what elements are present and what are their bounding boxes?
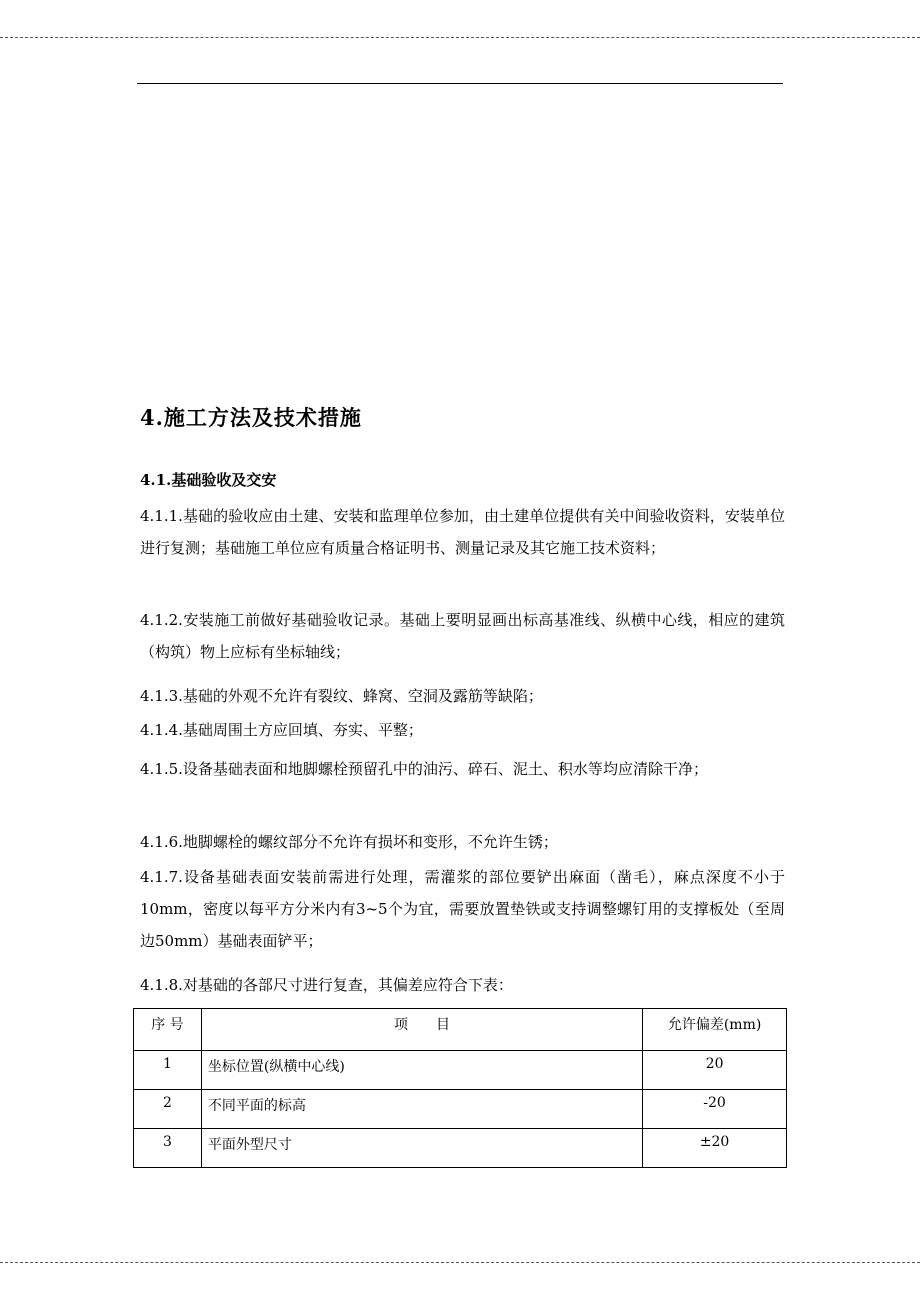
row-tolerance: 20 [643, 1051, 787, 1090]
paragraph-4-1-7: 4.1.7.设备基础表面安装前需进行处理，需灌浆的部位要铲出麻面（凿毛），麻点深度不小于10mm，密度以每平方分米内有3~5个为宜，需要放置垫铁或支持调整螺钉用的支撑板处（至周边50mm）基础表面铲平； [140, 868, 785, 950]
row-no: 3 [134, 1129, 202, 1168]
header-rule [137, 83, 783, 84]
header-no: 序 号 [134, 1009, 202, 1051]
page-bottom-edge [0, 1262, 920, 1263]
tolerance-table [133, 1008, 787, 1168]
table-row [134, 1051, 787, 1090]
header-tolerance: 允许偏差(mm) [643, 1009, 787, 1051]
header-item: 项 目 [201, 1009, 642, 1051]
paragraph-4-1-6: 4.1.6.地脚螺栓的螺纹部分不允许有损坏和变形，不允许生锈； [140, 833, 558, 851]
table-header-row [134, 1009, 787, 1051]
paragraph-4-1-3: 4.1.3.基础的外观不允许有裂纹、蜂窝、空洞及露筋等缺陷； [140, 687, 543, 705]
paragraph-4-1-2: 4.1.2.安装施工前做好基础验收记录。基础上要明显画出标高基准线、纵横中心线，相应的建筑（构筑）物上应标有坐标轴线； [140, 611, 785, 661]
row-item: 坐标位置(纵横中心线) [201, 1051, 642, 1090]
paragraph-4-1-8: 4.1.8.对基础的各部尺寸进行复查，其偏差应符合下表： [140, 976, 513, 994]
row-tolerance: ±20 [643, 1129, 787, 1168]
paragraph-4-1-4: 4.1.4.基础周围土方应回填、夯实、平整； [140, 721, 423, 739]
paragraph-4-1-1: 4.1.1.基础的验收应由土建、安装和监理单位参加，由土建单位提供有关中间验收资料，安装单位进行复测；基础施工单位应有质量合格证明书、测量记录及其它施工技术资料； [140, 507, 785, 557]
table-row [134, 1090, 787, 1129]
page-top-edge [0, 37, 920, 38]
row-no: 1 [134, 1051, 202, 1090]
row-item: 平面外型尺寸 [201, 1129, 642, 1168]
table-row [134, 1129, 787, 1168]
row-tolerance: -20 [643, 1090, 787, 1129]
row-item: 不同平面的标高 [201, 1090, 642, 1129]
row-no: 2 [134, 1090, 202, 1129]
subsection-title: 4.1.基础验收及交安 [140, 471, 277, 489]
paragraph-4-1-5: 4.1.5.设备基础表面和地脚螺栓预留孔中的油污、碎石、泥土、积水等均应清除干净； [140, 760, 708, 778]
section-title: 4.施工方法及技术措施 [140, 405, 362, 430]
